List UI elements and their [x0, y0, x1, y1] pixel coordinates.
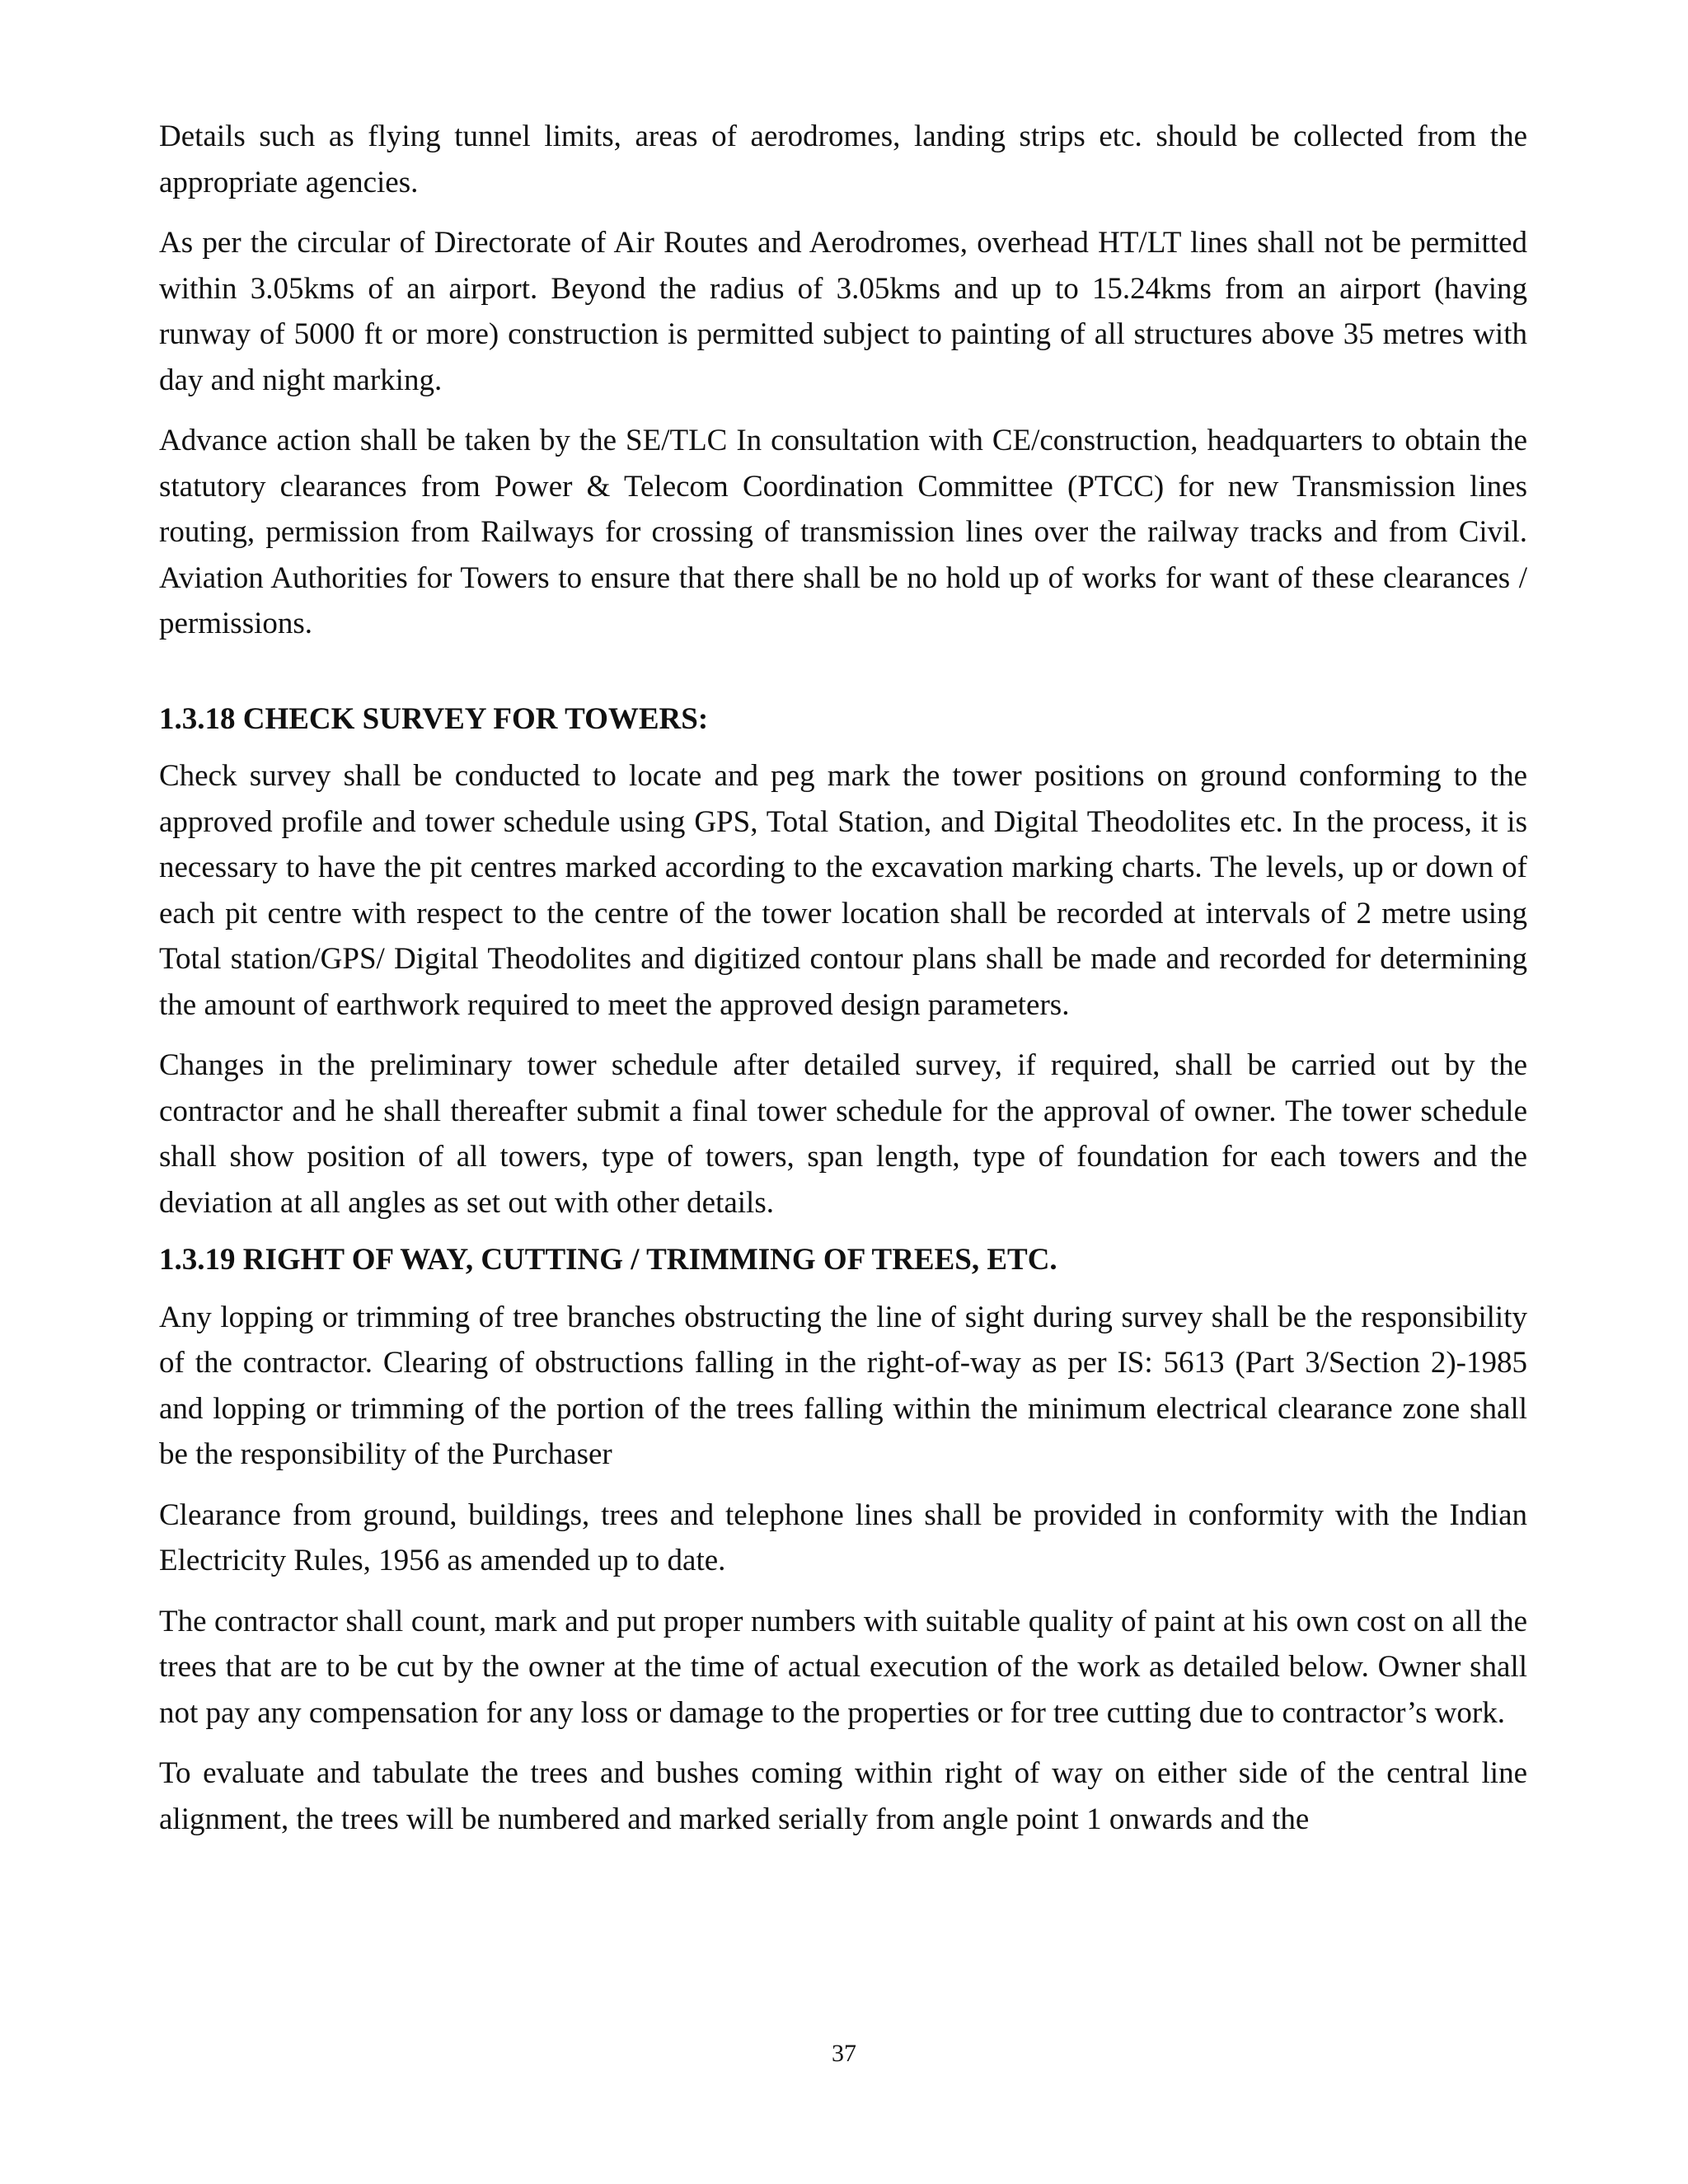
paragraph-lopping-trimming: Any lopping or trimming of tree branches obstructing the line of sight during survey shall be the responsibility of the contractor. Clearing of obstructions falling in the right-of-way as per IS: 5613 (Part 3/Section 2)-1985 and lopping or trimming of the portion of the trees falling within the minimum electrical clearance zone shall be the responsibility of the Purchaser	[159, 1300, 1527, 1471]
page-number: 37	[832, 2040, 856, 2067]
paragraph-tree-marking: The contractor shall count, mark and put proper numbers with suitable quality of paint at his own cost on all the trees that are to be cut by the owner at the time of actual execution of the work as detailed below. Owner shall not pay any compensation for any loss or damage to the properties or for tree cutting due to contractor’s work.	[159, 1604, 1527, 1730]
paragraph-tree-evaluation: To evaluate and tabulate the trees and bushes coming within right of way on either side of the central line alignment, the trees will be numbered and marked serially from angle point 1 onwards and the	[159, 1756, 1527, 1836]
page-body	[159, 114, 1527, 1842]
section-heading-check-survey: 1.3.18 CHECK SURVEY FOR TOWERS:	[159, 701, 709, 736]
paragraph-tower-schedule-changes: Changes in the preliminary tower schedule after detailed survey, if required, shall be carried out by the contractor and he shall thereafter submit a final tower schedule for the approval of owner. The tower schedule shall show position of all towers, type of towers, span length, type of foundation for each towers and the deviation at all angles as set out with other details.	[159, 1048, 1527, 1220]
paragraph-aerodrome-details: Details such as flying tunnel limits, areas of aerodromes, landing strips etc. should be collected from the appropriate agencies.	[159, 120, 1527, 199]
paragraph-check-survey: Check survey shall be conducted to locate and peg mark the tower positions on ground conforming to the approved profile and tower schedule using GPS, Total Station, and Digital Theodolites etc. In the process, it is necessary to have the pit centres marked according to the excavation marking charts. The levels, up or down of each pit centre with respect to the centre of the tower location shall be recorded at intervals of 2 metre using Total station/GPS/ Digital Theodolites and digitized contour plans shall be made and recorded for determining the amount of earthwork required to meet the approved design parameters.	[159, 759, 1527, 1022]
paragraph-advance-action: Advance action shall be taken by the SE/TLC In consultation with CE/construction, headquarters to obtain the statutory clearances from Power & Telecom Coordination Committee (PTCC) for new Transmission lines routing, permission from Railways for crossing of transmission lines over the railway tracks and from Civil. Aviation Authorities for Towers to ensure that there shall be no hold up of works for want of these clearances / permissions.	[159, 424, 1527, 640]
paragraph-airport-circular: As per the circular of Directorate of Air Routes and Aerodromes, overhead HT/LT lines shall not be permitted within 3.05kms of an airport. Beyond the radius of 3.05kms and up to 15.24kms from an airport (having runway of 5000 ft or more) construction is permitted subject to painting of all structures above 35 metres with day and night marking.	[159, 226, 1527, 397]
paragraph-clearance-rules: Clearance from ground, buildings, trees and telephone lines shall be provided in conformity with the Indian Electricity Rules, 1956 as amended up to date.	[159, 1497, 1527, 1577]
section-heading-right-of-way: 1.3.19 RIGHT OF WAY, CUTTING / TRIMMING OF TREES, ETC.	[159, 1243, 1057, 1277]
